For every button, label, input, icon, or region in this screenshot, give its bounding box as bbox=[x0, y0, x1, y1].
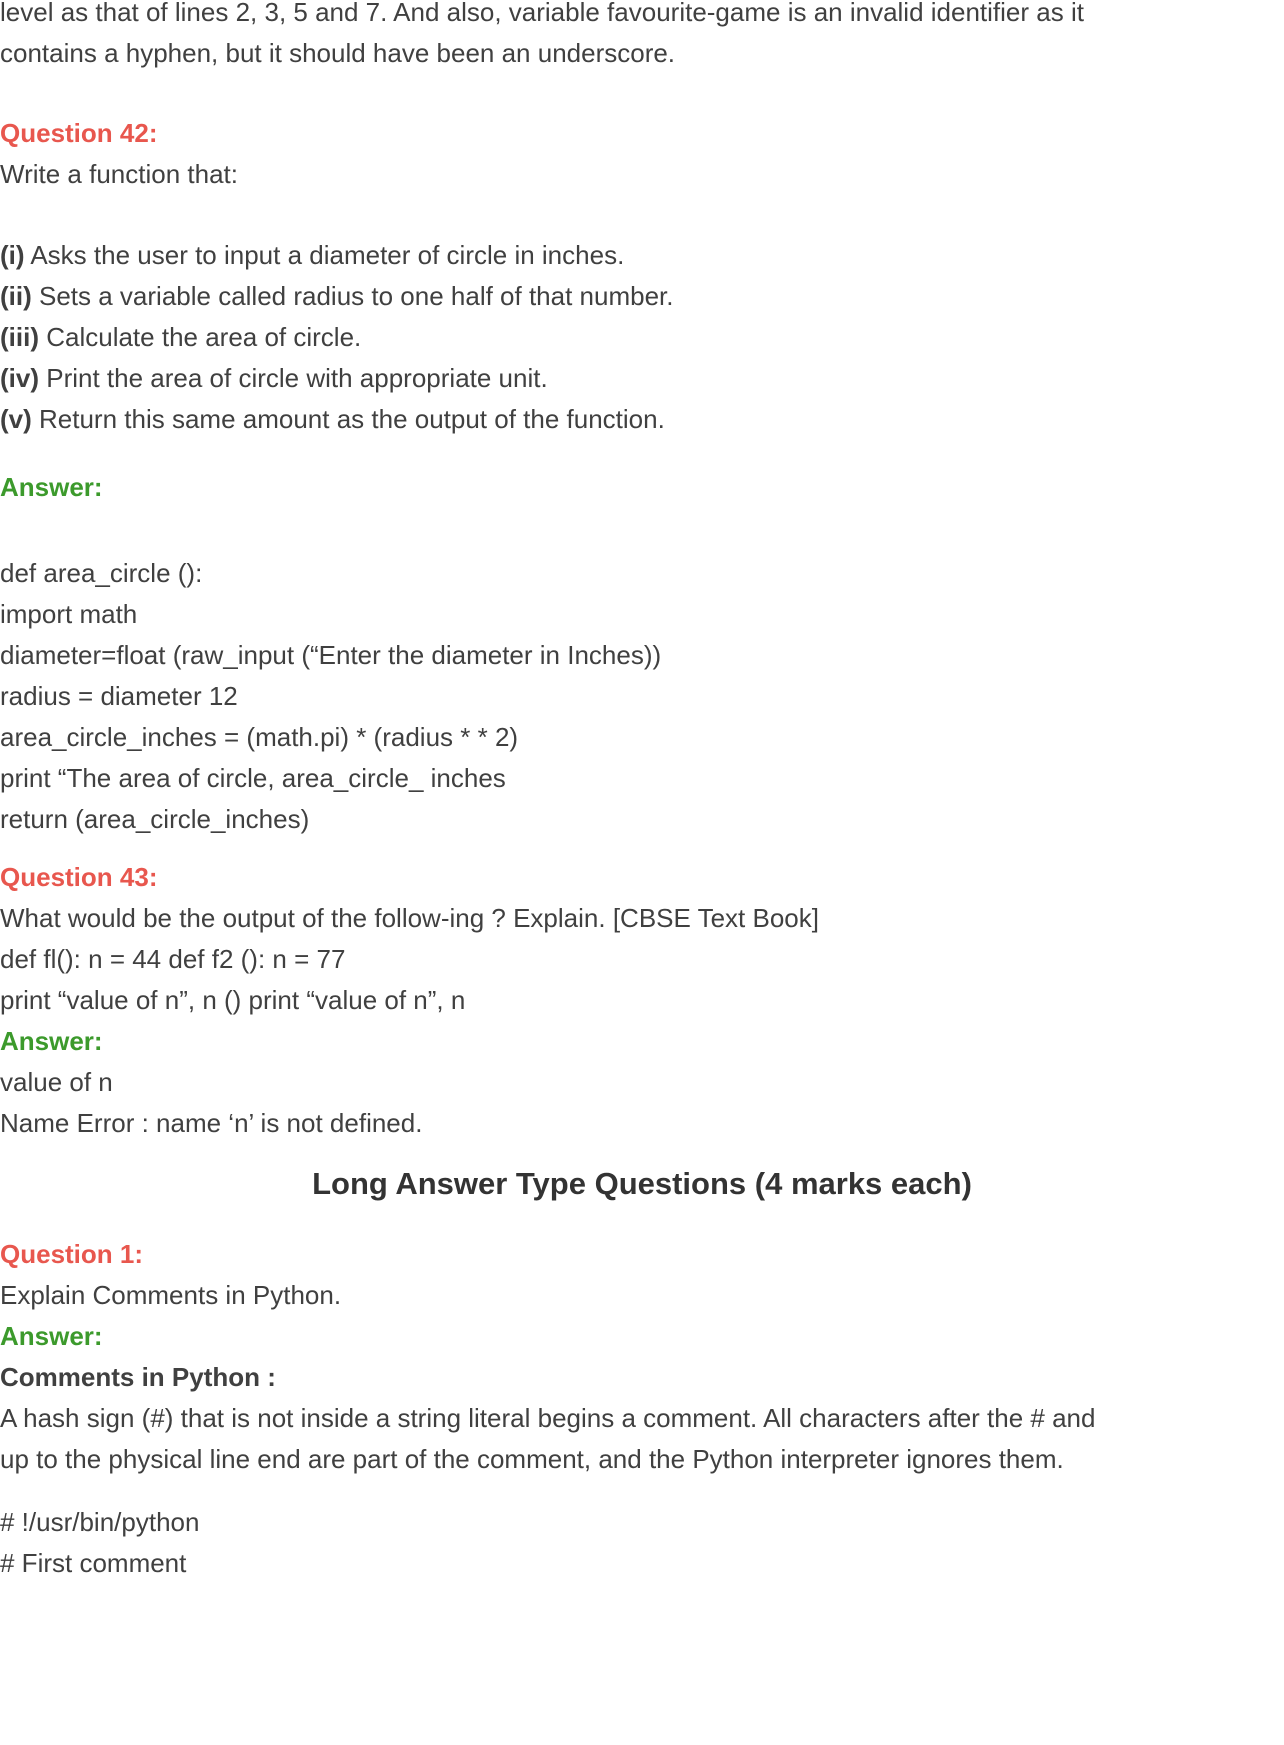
question-43 bbox=[0, 857, 1284, 1144]
list-marker: (ii) bbox=[0, 281, 32, 311]
code-line: radius = diameter 12 bbox=[0, 681, 238, 711]
question-prompt: Explain Comments in Python. bbox=[0, 1280, 342, 1310]
question-label: Question 43: bbox=[0, 862, 158, 892]
answer-label: Answer: bbox=[0, 472, 103, 502]
code-line: diameter=float (raw_input (“Enter the diameter in Inches)) bbox=[0, 640, 662, 670]
answer-line: Name Error : name ‘n’ is not defined. bbox=[0, 1108, 423, 1138]
answer-line: value of n bbox=[0, 1067, 113, 1097]
answer-label: Answer: bbox=[0, 1321, 103, 1351]
question-prompt: Write a function that: bbox=[0, 159, 238, 189]
list-item bbox=[0, 276, 1284, 317]
question-1 bbox=[0, 1234, 1284, 1480]
question-42-answer bbox=[0, 467, 1284, 508]
list-text: Return this same amount as the output of the function. bbox=[31, 404, 665, 434]
list-text: Sets a variable called radius to one half of that number. bbox=[31, 281, 674, 311]
intro-line: contains a hyphen, but it should have been an underscore. bbox=[0, 38, 676, 68]
list-marker: (iii) bbox=[0, 322, 39, 352]
answer-subheading: Comments in Python : bbox=[0, 1362, 276, 1392]
intro-paragraph bbox=[0, 0, 1284, 74]
intro-line: level as that of lines 2, 3, 5 and 7. And also, variable favourite-game is an invalid identifier as it bbox=[0, 0, 1084, 27]
question-line: def fl(): n = 44 def f2 (): n = 77 bbox=[0, 944, 346, 974]
list-text: Calculate the area of circle. bbox=[39, 322, 362, 352]
list-marker: (iv) bbox=[0, 363, 39, 393]
list-item bbox=[0, 399, 1284, 440]
code-line: def area_circle (): bbox=[0, 558, 203, 588]
question-label: Question 1: bbox=[0, 1239, 144, 1269]
code-line: import math bbox=[0, 599, 138, 629]
question-line: print “value of n”, n () print “value of n”, n bbox=[0, 985, 466, 1015]
section-heading: Long Answer Type Questions (4 marks each) bbox=[312, 1166, 972, 1201]
list-item bbox=[0, 317, 1284, 358]
question-label: Question 42: bbox=[0, 118, 158, 148]
body-line: up to the physical line end are part of the comment, and the Python interpreter ignores them. bbox=[0, 1444, 1064, 1474]
list-item bbox=[0, 235, 1284, 276]
list-marker: (v) bbox=[0, 404, 32, 434]
list-item bbox=[0, 358, 1284, 399]
list-text: Print the area of circle with appropriate unit. bbox=[39, 363, 548, 393]
code-line: return (area_circle_inches) bbox=[0, 804, 310, 834]
code-line: # First comment bbox=[0, 1548, 187, 1578]
list-marker: (i) bbox=[0, 240, 25, 270]
code-line: print “The area of circle, area_circle_ inches bbox=[0, 763, 506, 793]
code-line: # !/usr/bin/python bbox=[0, 1507, 200, 1537]
body-line: A hash sign (#) that is not inside a string literal begins a comment. All characters after the # and bbox=[0, 1403, 1096, 1433]
answer-label: Answer: bbox=[0, 1026, 103, 1056]
question-42-list bbox=[0, 235, 1284, 440]
question-1-code bbox=[0, 1502, 1284, 1584]
question-42-code bbox=[0, 553, 1284, 840]
code-line: area_circle_inches = (math.pi) * (radius * * 2) bbox=[0, 722, 519, 752]
question-line: What would be the output of the follow-ing ? Explain. [CBSE Text Book] bbox=[0, 903, 819, 933]
question-42 bbox=[0, 113, 1284, 195]
list-text: Asks the user to input a diameter of circle in inches. bbox=[24, 240, 625, 270]
